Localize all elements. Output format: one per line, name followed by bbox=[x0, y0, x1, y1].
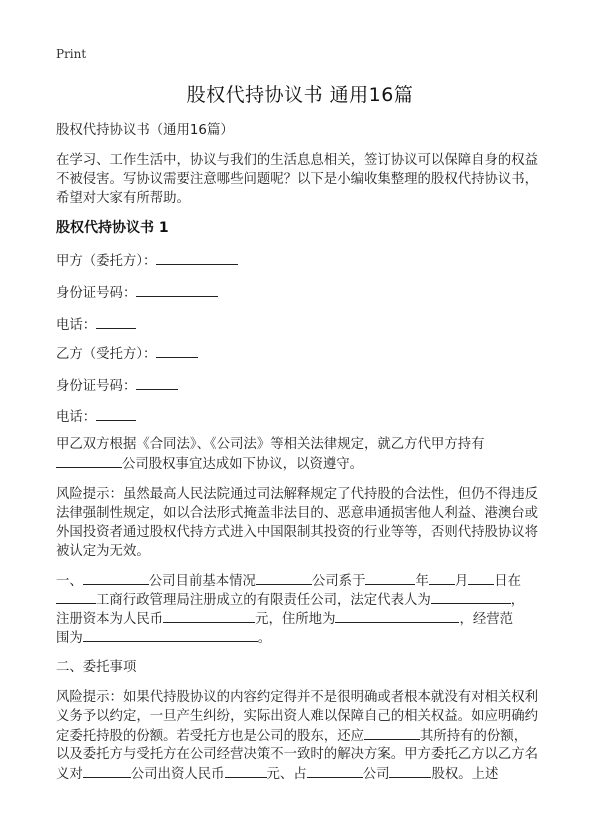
clause1-blank-company2 bbox=[256, 571, 312, 585]
clause1-month: 月 bbox=[454, 574, 469, 589]
risk2-line-2: 义务予以约定，一旦产生纠纷，实际出资人难以保障自己的相关权益。如应明确约 bbox=[56, 709, 539, 724]
clause1-text-c: 工商行政管理局注册成立的有限责任公司，法定代表人为 bbox=[96, 593, 431, 608]
clause1-text-d: 注册资本为人民币 bbox=[56, 612, 164, 627]
clause1-year: 年 bbox=[415, 574, 429, 589]
risk2-line-1: 风险提示：如果代持股协议的内容约定得并不是很明确或者根本就没有对相关权利 bbox=[56, 690, 539, 705]
party-b-phone-row bbox=[56, 407, 556, 427]
party-b-phone-blank bbox=[96, 407, 136, 421]
intro-line-3: 希望对大家有所帮助。 bbox=[56, 191, 190, 206]
party-b-phone-label: 电话： bbox=[56, 410, 97, 425]
clause1-blank-month bbox=[429, 571, 455, 585]
company-blank bbox=[56, 454, 122, 468]
risk1-line-3: 外国投资者通过股权代持方式进入中国限制其投资的行业等等，否则代持股协议将 bbox=[56, 525, 539, 540]
party-a-phone-row bbox=[56, 315, 556, 335]
intro-line-1: 在学习、工作生活中，协议与我们的生活息息相关，签订协议可以保障自身的权益 bbox=[56, 153, 539, 168]
risk2-blank-company2 bbox=[307, 764, 363, 778]
clause1-period: 。 bbox=[257, 631, 272, 646]
risk2-blank-pct bbox=[389, 764, 431, 778]
clause1-blank-capital bbox=[163, 609, 255, 623]
party-b-id-blank bbox=[136, 376, 178, 390]
print-link[interactable]: Print bbox=[56, 47, 87, 61]
clause1-blank-scope bbox=[83, 628, 258, 642]
section-heading: 股权代持协议书 1 bbox=[56, 220, 169, 236]
clause1-blank-rep bbox=[431, 590, 511, 604]
party-a-label: 甲方（委托方）： bbox=[56, 254, 157, 269]
party-a-id-blank bbox=[136, 283, 218, 297]
party-a-phone-label: 电话： bbox=[56, 318, 97, 333]
clause1-line-3 bbox=[56, 609, 556, 629]
risk1-line-4: 被认定为无效。 bbox=[56, 544, 150, 559]
clause1-text-a: 公司目前基本情况 bbox=[148, 574, 256, 589]
party-a-id-row bbox=[56, 283, 556, 303]
party-b-id-row bbox=[56, 376, 556, 396]
clause1-blank-company bbox=[83, 571, 149, 585]
risk2-blank-share bbox=[364, 726, 420, 740]
risk2-text-e: 元、占 bbox=[266, 767, 307, 782]
clause1-text-g: 围为 bbox=[56, 631, 83, 646]
risk2-text-b: 其所持有的份额， bbox=[419, 729, 528, 744]
intro-line-2: 不被侵害。写协议需要注意哪些问题呢？以下是小编收集整理的股权代持协议书， bbox=[56, 172, 539, 187]
document-title: 股权代持协议书 通用16篇 bbox=[186, 84, 414, 106]
risk2-text-c: 义对 bbox=[56, 767, 83, 782]
risk2-text-d: 公司出资人民币 bbox=[130, 767, 225, 782]
risk2-text-a: 定委托持股的份额。若受托方也是公司的股东，还应 bbox=[56, 729, 364, 744]
clause1-line-2 bbox=[56, 590, 556, 610]
agreement-line-2-text: 公司股权事宜达成如下协议，以资遵守。 bbox=[122, 457, 364, 472]
party-a-row bbox=[56, 251, 556, 271]
clause1-day: 日在 bbox=[494, 574, 522, 589]
agreement-line-1: 甲乙双方根据《合同法》、《公司法》等相关法律规定，就乙方代甲方持有 bbox=[56, 437, 485, 452]
party-a-phone-blank bbox=[96, 315, 136, 329]
risk2-line-4: 以及委托方与受托方在公司经营决策不一致时的解决方案。甲方委托乙方以乙方名 bbox=[56, 747, 539, 762]
party-b-id-label: 身份证号码： bbox=[56, 379, 137, 394]
party-b-label: 乙方（受托方）： bbox=[56, 347, 157, 362]
clause1-blank-bureau bbox=[56, 590, 96, 604]
clause1-comma: ， bbox=[510, 593, 525, 608]
risk2-line-3 bbox=[56, 726, 556, 746]
clause1-blank-address bbox=[335, 609, 459, 623]
document-subtitle: 股权代持协议书（通用16篇） bbox=[56, 123, 234, 138]
clause1-blank-day bbox=[468, 571, 494, 585]
party-a-blank bbox=[156, 251, 238, 265]
risk2-blank-company bbox=[83, 764, 131, 778]
clause1-line-1 bbox=[56, 571, 556, 591]
risk2-blank-amount bbox=[225, 764, 267, 778]
agreement-line-2 bbox=[56, 454, 556, 474]
party-b-row bbox=[56, 344, 556, 364]
clause1-line-4 bbox=[56, 628, 556, 648]
clause1-text-f: ，经营范 bbox=[459, 612, 514, 627]
risk2-text-f: 公司 bbox=[362, 767, 390, 782]
risk2-text-g: 股权。上述 bbox=[431, 767, 499, 782]
party-b-blank bbox=[156, 344, 198, 358]
risk1-line-1: 风险提示：虽然最高人民法院通过司法解释规定了代持股的合法性，但仍不得违反 bbox=[56, 487, 539, 502]
clause1-text-b: 公司系于 bbox=[311, 574, 366, 589]
risk1-line-2: 法律强制性规定，如以合法形式掩盖非法目的、恶意串通损害他人利益、港澳台或 bbox=[56, 506, 539, 521]
clause2-heading: 二、委托事项 bbox=[56, 660, 137, 675]
clause1-blank-year bbox=[365, 571, 415, 585]
clause1-text-e: 元，住所地为 bbox=[255, 612, 336, 627]
clause1-number: 一、 bbox=[56, 574, 83, 589]
party-a-id-label: 身份证号码： bbox=[56, 286, 137, 301]
risk2-line-5 bbox=[56, 764, 556, 784]
